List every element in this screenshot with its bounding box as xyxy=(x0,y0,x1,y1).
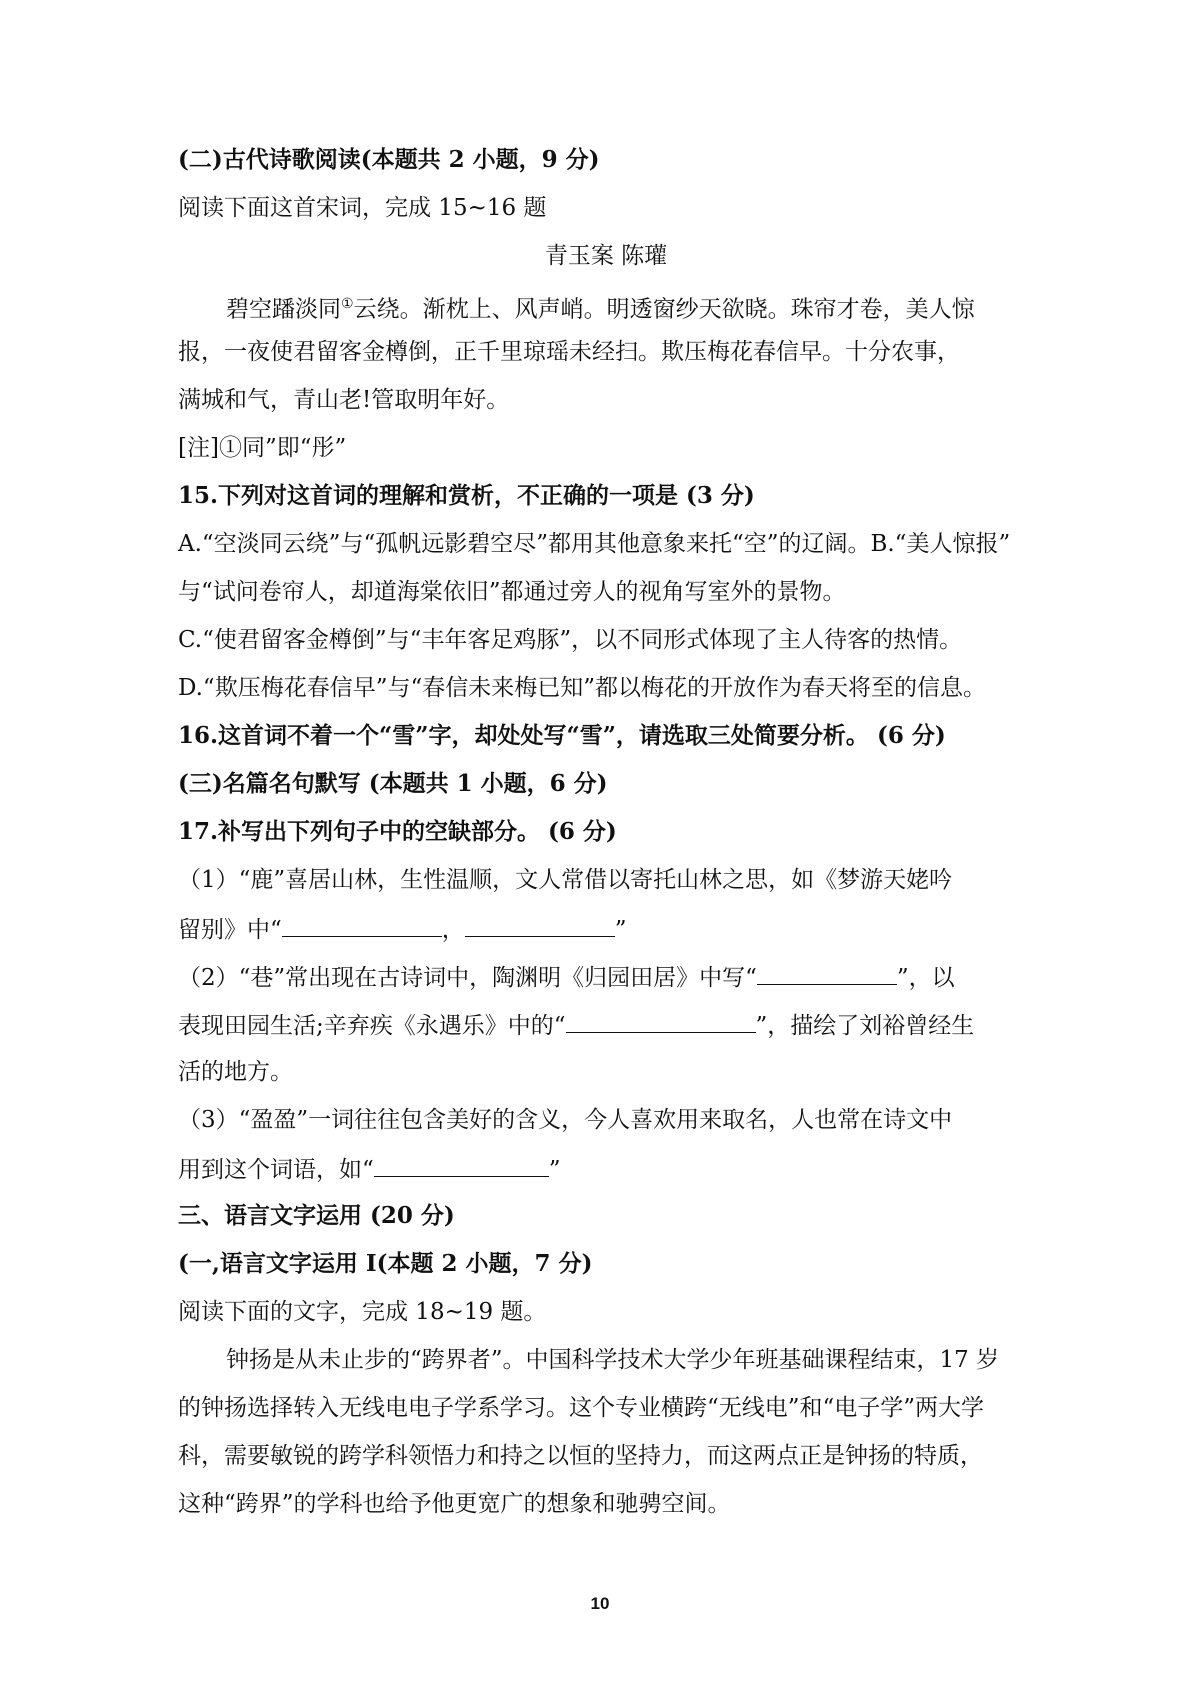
answer-blank-3[interactable] xyxy=(757,960,897,985)
answer-blank-1[interactable] xyxy=(282,912,442,937)
question-15: 15.下列对这首词的理解和赏析，不正确的一项是 (3 分) xyxy=(178,482,755,509)
q17-3-prefix: 用到这个词语，如“ xyxy=(178,1157,374,1183)
page-number: 10 xyxy=(590,1594,610,1613)
poem-line-1 xyxy=(226,288,1034,326)
question-16: 16.这首词不着一个“雪”字，却处处写“雪”，请选取三处简要分析。 (6 分) xyxy=(178,722,946,749)
q17-3-suffix: ” xyxy=(548,1157,561,1183)
question-17-2-line-3: 活的地方。 xyxy=(178,1059,293,1085)
poem-title: 青玉案 陈瓘 xyxy=(544,243,668,269)
answer-blank-4[interactable] xyxy=(566,1008,756,1033)
subsection-1-instruction: 阅读下面的文字，完成 18~19 题。 xyxy=(178,1299,547,1325)
q17-1-suffix: ” xyxy=(614,917,627,943)
question-17-2-line-1 xyxy=(178,960,1034,994)
question-17-3-line-1: （3）“盈盈”一词往往包含美好的含义，今人喜欢用来取名，人也常在诗文中 xyxy=(178,1107,953,1133)
poem-line-2: 报，一夜使君留客金樽倒，正千里琼瑶未经扫。欺压梅花春信早。十分农事， xyxy=(178,339,960,365)
section-2-title: (二)古代诗歌阅读(本题共 2 小题，9 分) xyxy=(178,146,600,173)
passage-line-3: 科，需要敏锐的跨学科领悟力和持之以恒的坚持力，而这两点正是钟扬的特质， xyxy=(178,1443,983,1469)
q17-2-prefix: （2）“巷”常出现在古诗词中，陶渊明《归园田居》中写“ xyxy=(178,965,757,991)
part-3-title: 三、语言文字运用 (20 分) xyxy=(178,1202,455,1229)
question-15-option-b-cont: 与“试问卷帘人，却道海棠依旧”都通过旁人的视角写室外的景物。 xyxy=(178,579,846,605)
poem-line-1-a: 碧空蹯淡同 xyxy=(226,296,341,323)
q17-1-separator: ， xyxy=(441,917,465,943)
section-3-title: (三)名篇名句默写 (本题共 1 小题，6 分) xyxy=(178,770,608,797)
q17-2b-prefix: 表现田园生活;辛弃疾《永遇乐》中的“ xyxy=(178,1013,566,1039)
q17-1-prefix: 留别》中“ xyxy=(178,917,282,943)
poem-line-1-b: 云绕。渐枕上、风声峭。明透窗纱天欲晓。珠帘才卷，美人惊 xyxy=(353,296,975,323)
question-17: 17.补写出下列句子中的空缺部分。 (6 分) xyxy=(178,818,617,845)
answer-blank-5[interactable] xyxy=(374,1152,549,1177)
passage-line-1: 钟扬是从未止步的“跨界者”。中国科学技术大学少年班基础课程结束，17 岁 xyxy=(226,1347,1000,1373)
poem-note: [注]①同”即“彤” xyxy=(178,435,347,461)
question-15-option-a-b: A.“空淡同云绕”与“孤帆远影碧空尽”都用其他意象来托“空”的辽阔。B.“美人惊报” xyxy=(178,531,1011,557)
question-15-option-c: C.“使君留客金樽倒”与“丰年客足鸡豚”，以不同形式体现了主人待客的热情。 xyxy=(178,627,963,653)
note-marker: ① xyxy=(341,296,354,312)
q17-2-suffix: ”，以 xyxy=(896,965,955,991)
passage-line-4: 这种“跨界”的学科也给予他更宽广的想象和驰骋空间。 xyxy=(178,1491,731,1517)
q17-2b-suffix: ”，描绘了刘裕曾经生 xyxy=(755,1013,975,1039)
answer-blank-2[interactable] xyxy=(465,912,615,937)
question-17-2-line-2 xyxy=(178,1008,1034,1042)
question-17-3-line-2 xyxy=(178,1152,1034,1186)
passage-line-2: 的钟扬选择转入无线电电子学系学习。这个专业横跨“无线电”和“电子学”两大学 xyxy=(178,1395,985,1421)
poem-line-3: 满城和气，青山老!管取明年好。 xyxy=(178,387,510,413)
section-2-instruction: 阅读下面这首宋词，完成 15~16 题 xyxy=(178,195,547,221)
subsection-1-title: (一,语言文字运用 I(本题 2 小题，7 分) xyxy=(178,1250,593,1277)
question-15-option-d: D.“欺压梅花春信早”与“春信未来梅已知”都以梅花的开放作为春天将至的信息。 xyxy=(178,675,986,701)
question-17-1-line-1: （1）“鹿”喜居山林，生性温顺，文人常借以寄托山林之思，如《梦游天姥吟 xyxy=(178,867,953,893)
question-17-1-line-2 xyxy=(178,912,1034,946)
